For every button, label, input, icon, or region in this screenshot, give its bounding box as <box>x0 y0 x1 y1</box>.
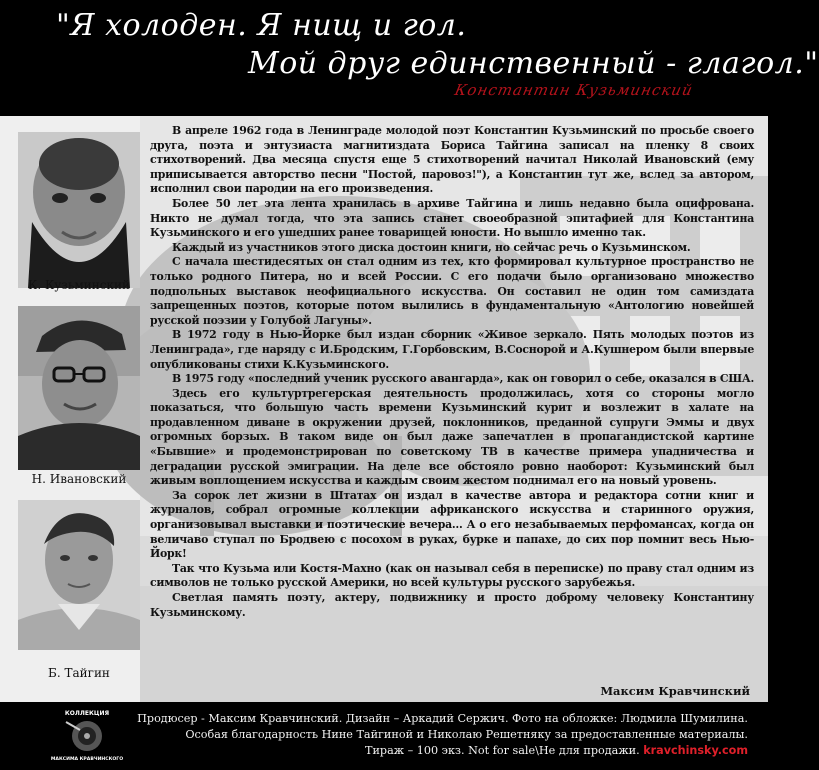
article-paragraph: В 1972 году в Нью-Йорке был издан сборник «Живое зеркало. Пять молодых поэтов из Ленинграда», где наряду с И.Бродским, Г.Горбовским, В.Сосноpой и А.Кушнером были впервые опубликованы стихи К.Кузьминского. <box>150 328 754 371</box>
article-paragraph: Здесь его культуртрегерская деятельность продолжилась, хотя со стороны могло показаться, что большую часть времени Кузьминский курит и возлежит в халате на продавленном диване в окружении друзей, поклонников, преданной супруги Эммы и двух огромных борзых. В таком виде он был даже запечатлен в пропагандистской картине «Бывшие» и продемонстрирован по советскому ТВ в качестве примера упадничества и деградации русской эмиграции. На деле все обстояло ровно наоборот: Кузьминский был живым воплощением искусства и каждым своим жестом поднимал его на новый уровень. <box>150 386 754 488</box>
credits-line-3-row <box>137 743 748 759</box>
credits <box>137 711 748 759</box>
credits-line-3: Тираж – 100 экз. Not for sale\Не для продажи. <box>365 744 640 757</box>
collection-logo <box>50 706 124 766</box>
article-text <box>150 124 754 620</box>
article-paragraph: Светлая память поэту, актеру, подвижнику и просто доброму человеку Константину Кузьминскому. <box>150 591 754 619</box>
signature: Константин Кузьминский <box>453 81 695 99</box>
logo-text-bottom: МАКСИМА КРАВЧИНСКОГО <box>50 757 124 762</box>
caption-ivanovsky: Н. Ивановский <box>31 472 127 486</box>
credits-line-1: Продюсер - Максим Кравчинский. Дизайн – Аркадий Сержич. Фото на обложке: Людмила Шумилина. <box>137 712 748 725</box>
portrait-taigin <box>18 500 140 650</box>
article-paragraph: За сорок лет жизни в Штатах он издал в качестве автора и редактора сотни книг и журналов, собрал огромные коллекции африканского искусства и старинного оружия, организовывал выставки и поэтические вечера… А о его незабываемых перфомансах, когда он величаво ступал по Бродвею с посохом в руках, бурке и папахе, до сих пор помнит весь Нью-Йорк! <box>150 488 754 561</box>
main-content <box>0 116 768 702</box>
portrait-ivanovsky <box>18 306 140 470</box>
article-paragraph: Так что Кузьма или Костя-Махно (как он называл себя в переписке) по праву стал одним из символов не только русской Америки, но всей культуры русского зарубежья. <box>150 561 754 590</box>
portrait-kuzminsky <box>18 132 140 288</box>
quote-line-1: "Я холоден. Я нищ и гол. <box>56 8 467 43</box>
credits-line-2: Особая благодарность Нине Тайгиной и Николаю Решетняку за предоставленные материалы. <box>185 728 748 741</box>
logo-text-top: КОЛЛЕКЦИЯ <box>64 710 110 717</box>
header-band <box>0 0 819 116</box>
quote-line-2: Мой друг единственный - глагол." <box>248 46 819 81</box>
caption-taigin: Б. Тайгин <box>48 666 110 680</box>
website-link[interactable]: kravchinsky.com <box>643 744 748 757</box>
article-paragraph: С начала шестидесятых он стал одним из тех, кто формировал культурное пространство не только родного Питера, но и всей России. С его подачи было организовано множество подпольных выставок неофициального искусства. Он составил не один том самиздата запрещенных поэтов, которые потом вылились в фундаментальную «Антологию новейшей русской поэзии у Голубой Лагуны». <box>150 255 754 327</box>
caption-kuzminsky: К. Кузьминский <box>28 278 130 292</box>
article-paragraph: Более 50 лет эта лента хранилась в архиве Тайгина и лишь недавно была оцифрована. Никто не думал тогда, что эта запись станет своеобразной эпитафией для Константина Кузьминского и его ушедших ранее товарищей юности. Но вышло именно так. <box>150 196 754 240</box>
footer-band <box>0 702 768 768</box>
article-author: Максим Кравчинский <box>600 684 750 698</box>
article-paragraph: В 1975 году «последний ученик русского авангарда», как он говорил о себе, оказался в США. <box>172 372 755 386</box>
article-paragraph: Каждый из участников этого диска достоин книги, но сейчас речь о Кузьминском. <box>172 240 691 254</box>
article-paragraph: В апреле 1962 года в Ленинграде молодой поэт Константин Кузьминский по просьбе своего друга, поэта и энтузиаста магнитиздата Бориса Тайгина записал на пленку 8 своих стихотворений. Два месяца спустя еще 5 стихотворений начитал Николай Ивановский (ему приписывается авторство песни "Постой, паровоз!"), а Константин тут же, вслед за автором, исполнил свои пародии на его произведения. <box>150 124 754 196</box>
